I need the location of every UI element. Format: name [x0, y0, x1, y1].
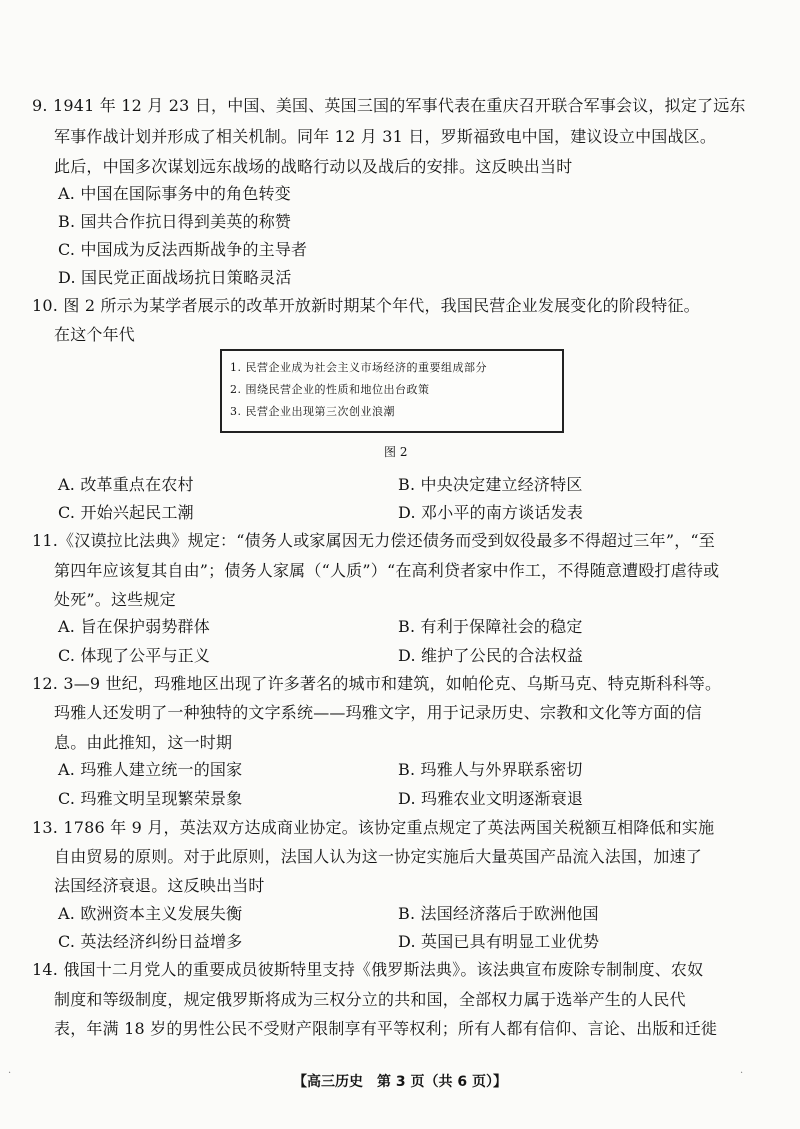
question-10-line-1: 10. 图 2 所示为某学者展示的改革开放新时期某个年代，我国民营企业发展变化的阶段特征。 [32, 296, 700, 315]
question-13-line-1: 13. 1786 年 9 月，英法双方达成商业协定。该协定重点规定了英法两国关税额互相降低和实施 [32, 818, 715, 837]
question-12-option-d: D. 玛雅农业文明逐渐衰退 [398, 789, 584, 808]
question-13-option-c: C. 英法经济纠纷日益增多 [58, 932, 243, 951]
figure-2-item-2: 2. 围绕民营企业的性质和地位出台政策 [230, 383, 430, 396]
question-9-line-2: 军事作战计划并形成了相关机制。同年 12 月 31 日，罗斯福致电中国，建议设立中国战区。 [54, 127, 717, 146]
figure-2-item-1: 1. 民营企业成为社会主义市场经济的重要组成部分 [230, 361, 487, 374]
question-14-line-2: 制度和等级制度，规定俄罗斯将成为三权分立的共和国，全部权力属于选举产生的人民代 [54, 990, 686, 1009]
figure-2-caption: 图 2 [384, 445, 408, 459]
question-12-line-2: 玛雅人还发明了一种独特的文字系统——玛雅文字，用于记录历史、宗教和文化等方面的信 [54, 703, 703, 722]
question-13-option-a: A. 欧洲资本主义发展失衡 [58, 904, 243, 923]
question-12-line-3: 息。由此推知，这一时期 [54, 733, 233, 752]
question-9-option-a: A. 中国在国际事务中的角色转变 [58, 184, 291, 203]
question-14-line-3: 表，年满 18 岁的男性公民不受财产限制享有平等权利；所有人都有信仰、言论、出版和迁徙 [54, 1019, 718, 1038]
question-12-option-b: B. 玛雅人与外界联系密切 [398, 760, 583, 779]
question-10-option-a: A. 改革重点在农村 [58, 475, 194, 494]
question-10-line-2: 在这个年代 [54, 325, 136, 344]
question-11-option-a: A. 旨在保护弱势群体 [58, 617, 210, 636]
question-11-option-b: B. 有利于保障社会的稳定 [398, 617, 583, 636]
question-13-line-2: 自由贸易的原则。对于此原则，法国人认为这一协定实施后大量英国产品流入法国，加速了 [54, 847, 703, 866]
question-11-option-c: C. 体现了公平与正义 [58, 646, 211, 665]
figure-2-box [220, 349, 564, 433]
page-footer: 【高三历史 第 3 页（共 6 页）】 [293, 1074, 507, 1090]
question-11-line-2: 第四年应该复其自由”；债务人家属（“人质”）“在高利贷者家中作工，不得随意遭殴打虐待或 [54, 561, 720, 580]
question-9-line-1: 9. 1941 年 12 月 23 日，中国、美国、英国三国的军事代表在重庆召开联合军事会议，拟定了远东 [32, 96, 746, 115]
question-10-option-b: B. 中央决定建立经济特区 [398, 475, 583, 494]
question-13-line-3: 法国经济衰退。这反映出当时 [54, 876, 265, 895]
question-13-option-d: D. 英国已具有明显工业优势 [398, 932, 600, 951]
question-9-option-c: C. 中国成为反法西斯战争的主导者 [58, 240, 308, 259]
question-10-option-d: D. 邓小平的南方谈话发表 [398, 503, 584, 522]
question-12-option-c: C. 玛雅文明呈现繁荣景象 [58, 789, 243, 808]
question-12-option-a: A. 玛雅人建立统一的国家 [58, 760, 243, 779]
question-14-line-1: 14. 俄国十二月党人的重要成员彼斯特里支持《俄罗斯法典》。该法典宣布废除专制制度、农奴 [32, 960, 704, 979]
question-9-option-d: D. 国民党正面战场抗日策略灵活 [58, 268, 292, 287]
question-10-option-c: C. 开始兴起民工潮 [58, 503, 194, 522]
scan-speck: · [8, 1068, 12, 1079]
question-11-line-1: 11.《汉谟拉比法典》规定：“债务人或家属因无力偿还债务而受到奴役最多不得超过三年”，“至 [32, 531, 715, 550]
figure-2-item-3: 3. 民营企业出现第三次创业浪潮 [230, 405, 395, 418]
question-11-line-3: 处死”。这些规定 [54, 590, 176, 609]
question-9-option-b: B. 国共合作抗日得到美英的称赞 [58, 212, 292, 231]
question-11-option-d: D. 维护了公民的合法权益 [398, 646, 584, 665]
scan-speck: · [740, 1068, 744, 1079]
question-13-option-b: B. 法国经济落后于欧洲他国 [398, 904, 599, 923]
question-12-line-1: 12. 3—9 世纪，玛雅地区出现了许多著名的城市和建筑，如帕伦克、乌斯马克、特克斯科科等。 [32, 674, 722, 693]
question-9-line-3: 此后，中国多次谋划远东战场的战略行动以及战后的安排。这反映出当时 [54, 157, 573, 176]
